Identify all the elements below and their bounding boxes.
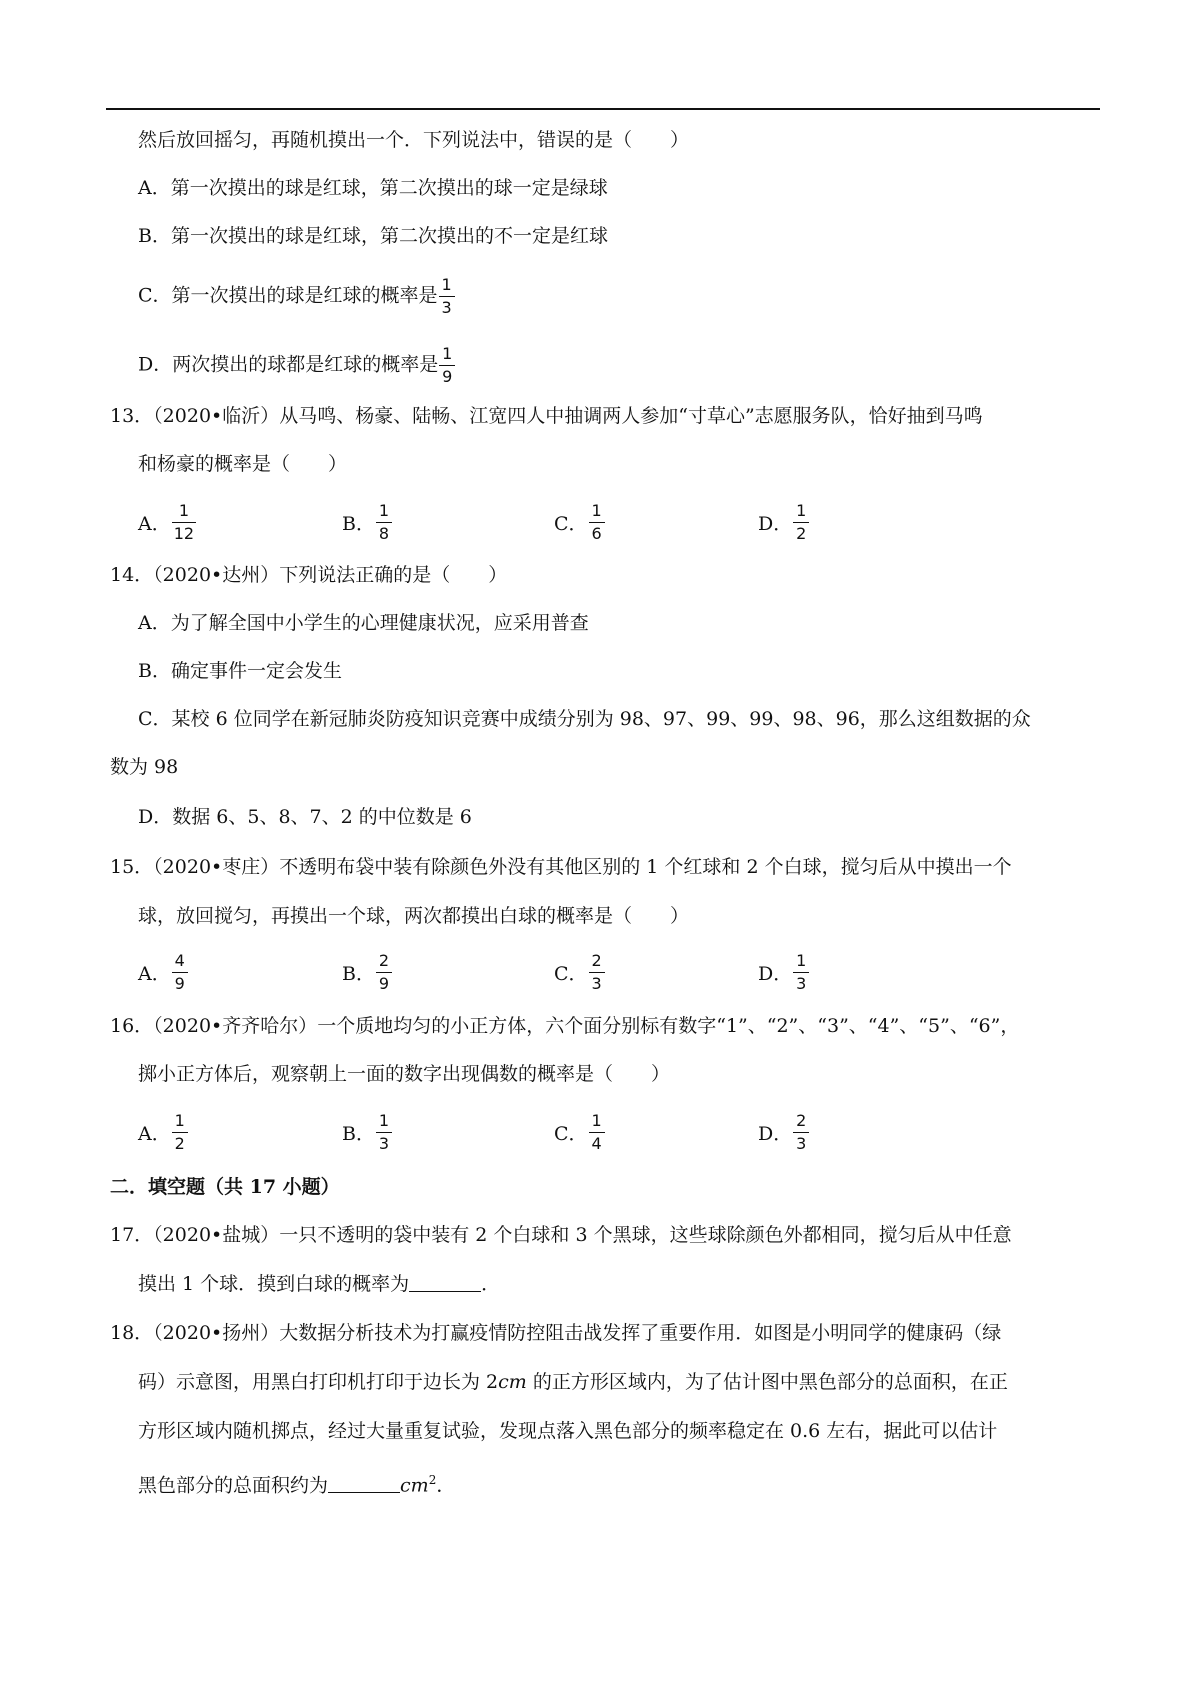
q14-option-c[interactable]: C．某校 6 位同学在新冠肺炎防疫知识竞赛中成绩分别为 98、97、99、99、98、96，那么这组数据的众 [138,708,1031,730]
fraction: $\frac{1}{3}$ [794,952,808,993]
fraction: $\frac{2}{3}$ [794,1112,808,1153]
q16-option-b[interactable]: B． $\frac{1}{3}$ [342,1104,391,1160]
fraction: $\frac{2}{3}$ [590,952,604,993]
q13-option-a[interactable]: A． $\frac{1}{12}$ [138,500,195,543]
q14-option-c-cont: 数为 98 [110,756,179,778]
q15-stem-line2: 球，放回搅匀，再摸出一个球，两次都摸出白球的概率是（ ） [138,905,690,927]
q12-option-c[interactable] [138,276,454,317]
fraction: $\frac{1}{8}$ [377,502,391,543]
fraction: $\frac{2}{9}$ [377,952,391,993]
q15-option-b[interactable]: B． $\frac{2}{9}$ [342,944,391,1000]
fraction: $\frac{1}{2}$ [173,1112,187,1153]
fraction: $\frac{4}{9}$ [173,952,187,993]
fraction: $\frac{1}{6}$ [590,502,604,543]
fraction: $\frac{1}{4}$ [590,1112,604,1153]
section-heading: 二．填空题（共 17 小题） [110,1176,340,1198]
fraction: $\frac{1}{12}$ [173,500,195,543]
header-rule [106,108,1100,110]
fraction: $\frac{1}{3}$ [440,276,454,317]
q12-stem-tail: 然后放回摇匀，再随机摸出一个．下列说法中，错误的是（ ） [138,129,690,151]
q17-stem-line1: 17．（2020•盐城）一只不透明的袋中装有 2 个白球和 3 个黑球，这些球除颜色外都相同，搅匀后从中任意 [110,1224,1012,1246]
q16-stem-line1: 16．（2020•齐齐哈尔）一个质地均匀的小正方体，六个面分别标有数字“1”、“2”、“3”、“4”、“5”、“6”， [110,1015,1020,1037]
q18-stem-line2: 码）示意图，用黑白打印机打印于边长为 2cm 的正方形区域内，为了估计图中黑色部分的总面积，在正 [138,1371,1008,1393]
q13-stem-line2: 和杨豪的概率是（ ） [138,453,348,475]
q14-stem: 14．（2020•达州）下列说法正确的是（ ） [110,564,508,586]
q12-option-b[interactable]: B．第一次摸出的球是红球，第二次摸出的不一定是红球 [138,225,608,247]
q15-option-a[interactable]: A． $\frac{4}{9}$ [138,944,187,1000]
q15-option-d[interactable]: D． $\frac{1}{3}$ [758,944,808,1000]
q13-stem-line1: 13．（2020•临沂）从马鸣、杨豪、陆畅、江宽四人中抽调两人参加“寸草心”志愿服务队，恰好抽到马鸣 [110,405,983,427]
q16-option-c[interactable]: C． $\frac{1}{4}$ [554,1104,604,1160]
fraction: $\frac{1}{2}$ [794,502,808,543]
q18-stem-line1: 18．（2020•扬州）大数据分析技术为打赢疫情防控阻击战发挥了重要作用．如图是小明同学的健康码（绿 [110,1322,1002,1344]
answer-blank[interactable] [409,1271,481,1292]
q18-stem-line4: 黑色部分的总面积约为 $cm^2$． [138,1473,456,1497]
q16-stem-line2: 掷小正方体后，观察朝上一面的数字出现偶数的概率是（ ） [138,1063,671,1085]
q14-option-d[interactable]: D．数据 6、5、8、7、2 的中位数是 6 [138,806,472,828]
q16-option-a[interactable]: A． $\frac{1}{2}$ [138,1104,187,1160]
q15-stem-line1: 15．（2020•枣庄）不透明布袋中装有除颜色外没有其他区别的 1 个红球和 2 个白球，搅匀后从中摸出一个 [110,856,1012,878]
q16-options [138,1104,1038,1160]
q13-options [138,494,1038,550]
q12-option-c-text: C．第一次摸出的球是红球的概率是 [138,284,438,307]
q13-option-d[interactable]: D． $\frac{1}{2}$ [758,494,808,550]
fraction: $\frac{1}{3}$ [377,1112,391,1153]
q12-option-a[interactable]: A．第一次摸出的球是红球，第二次摸出的球一定是绿球 [138,177,608,199]
q13-option-c[interactable]: C． $\frac{1}{6}$ [554,494,604,550]
q14-option-a[interactable]: A．为了解全国中小学生的心理健康状况，应采用普查 [138,612,589,634]
q12-option-d[interactable] [138,345,454,386]
answer-blank[interactable] [328,1472,400,1493]
q14-option-b[interactable]: B．确定事件一定会发生 [138,660,342,682]
q12-option-d-text: D．两次摸出的球都是红球的概率是 [138,353,439,376]
q13-option-b[interactable]: B． $\frac{1}{8}$ [342,494,391,550]
q17-stem-line2: 摸出 1 个球．摸到白球的概率为 ． [138,1273,501,1295]
q15-options [138,944,1038,1000]
q16-option-d[interactable]: D． $\frac{2}{3}$ [758,1104,808,1160]
fraction: $\frac{1}{9}$ [440,345,454,386]
q18-stem-line3: 方形区域内随机掷点，经过大量重复试验，发现点落入黑色部分的频率稳定在 0.6 左右，据此可以估计 [138,1420,998,1442]
q15-option-c[interactable]: C． $\frac{2}{3}$ [554,944,604,1000]
